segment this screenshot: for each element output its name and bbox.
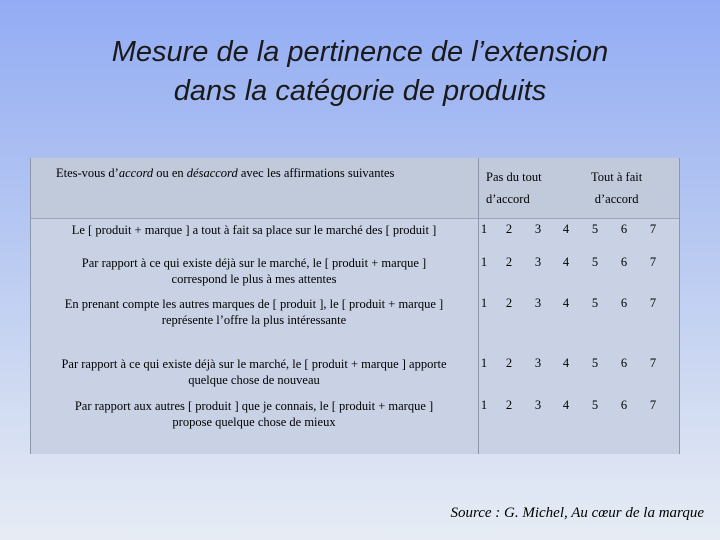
slide-title-line2: dans la catégorie de produits xyxy=(173,75,547,107)
scale-option: 5 xyxy=(591,222,599,236)
statement-text xyxy=(34,255,474,287)
statement-line1: Par rapport aux autres [ produit ] que je connais, le [ produit + marque ] xyxy=(74,399,434,413)
scale-option: 6 xyxy=(620,356,628,370)
scale-option: 7 xyxy=(649,222,657,236)
scale-option: 3 xyxy=(534,356,542,370)
scale-option: 5 xyxy=(591,296,599,310)
question-desaccord: désaccord xyxy=(186,166,238,180)
question-accord: accord xyxy=(118,166,154,180)
statement-text xyxy=(34,356,474,388)
scale-option: 2 xyxy=(505,255,513,269)
statement-line1: Par rapport à ce qui existe déjà sur le marché, le [ produit + marque ] xyxy=(81,256,427,270)
scale-option: 1 xyxy=(480,356,488,370)
statement-line1: Par rapport à ce qui existe déjà sur le marché, le [ produit + marque ] apporte xyxy=(61,357,447,371)
statement-line2: quelque chose de nouveau xyxy=(188,373,320,387)
scale-option: 1 xyxy=(480,222,488,236)
slide-title xyxy=(20,33,700,111)
source-citation: Source : G. Michel, Au cœur de la marque xyxy=(450,505,704,521)
question-label xyxy=(56,166,394,181)
scale-option: 3 xyxy=(534,255,542,269)
scale-option: 4 xyxy=(562,222,570,236)
slide-title-line1: Mesure de la pertinence de l’extension xyxy=(111,36,609,68)
scale-high-line1: Tout à fait xyxy=(591,170,643,184)
table-left-border xyxy=(30,158,31,454)
scale-option: 5 xyxy=(591,255,599,269)
question-mid: ou en xyxy=(153,166,187,180)
scale-option: 2 xyxy=(505,296,513,310)
scale-option: 6 xyxy=(620,255,628,269)
scale-low-label xyxy=(486,166,542,210)
scale-option: 1 xyxy=(480,255,488,269)
scale-option: 2 xyxy=(505,398,513,412)
scale-option: 4 xyxy=(562,255,570,269)
scale-option: 7 xyxy=(649,255,657,269)
scale-option: 3 xyxy=(534,222,542,236)
statement-text xyxy=(34,398,474,430)
statement-line1: En prenant compte les autres marques de [ produit ], le [ produit + marque ] xyxy=(64,297,444,311)
scale-low-line1: Pas du tout xyxy=(486,170,542,184)
statement-text xyxy=(34,222,474,238)
scale-high-line2: d’accord xyxy=(594,192,639,206)
statement-line1: Le [ produit + marque ] a tout à fait sa place sur le marché des [ produit ] xyxy=(71,223,437,237)
scale-option: 1 xyxy=(480,398,488,412)
statement-line2: représente l’offre la plus intéressante xyxy=(161,313,347,327)
scale-option: 4 xyxy=(562,296,570,310)
likert-table xyxy=(30,158,680,454)
statement-line2: propose quelque chose de mieux xyxy=(172,415,336,429)
scale-option: 7 xyxy=(649,296,657,310)
scale-option: 6 xyxy=(620,296,628,310)
scale-option: 3 xyxy=(534,296,542,310)
scale-option: 6 xyxy=(620,398,628,412)
header-divider xyxy=(30,218,680,219)
scale-option: 1 xyxy=(480,296,488,310)
scale-option: 7 xyxy=(649,356,657,370)
statement-text xyxy=(34,296,474,328)
scale-option: 5 xyxy=(591,356,599,370)
table-header xyxy=(30,158,680,218)
question-suffix: avec les affirmations suivantes xyxy=(237,166,395,180)
scale-option: 7 xyxy=(649,398,657,412)
table-right-border xyxy=(679,158,680,454)
scale-option: 2 xyxy=(505,222,513,236)
scale-low-line2: d’accord xyxy=(486,192,530,206)
scale-option: 4 xyxy=(562,356,570,370)
statement-line2: correspond le plus à mes attentes xyxy=(171,272,337,286)
scale-high-label xyxy=(591,166,642,210)
scale-option: 6 xyxy=(620,222,628,236)
scale-option: 3 xyxy=(534,398,542,412)
question-prefix: Etes-vous d’ xyxy=(56,166,119,180)
scale-option: 5 xyxy=(591,398,599,412)
scale-option: 2 xyxy=(505,356,513,370)
scale-option: 4 xyxy=(562,398,570,412)
